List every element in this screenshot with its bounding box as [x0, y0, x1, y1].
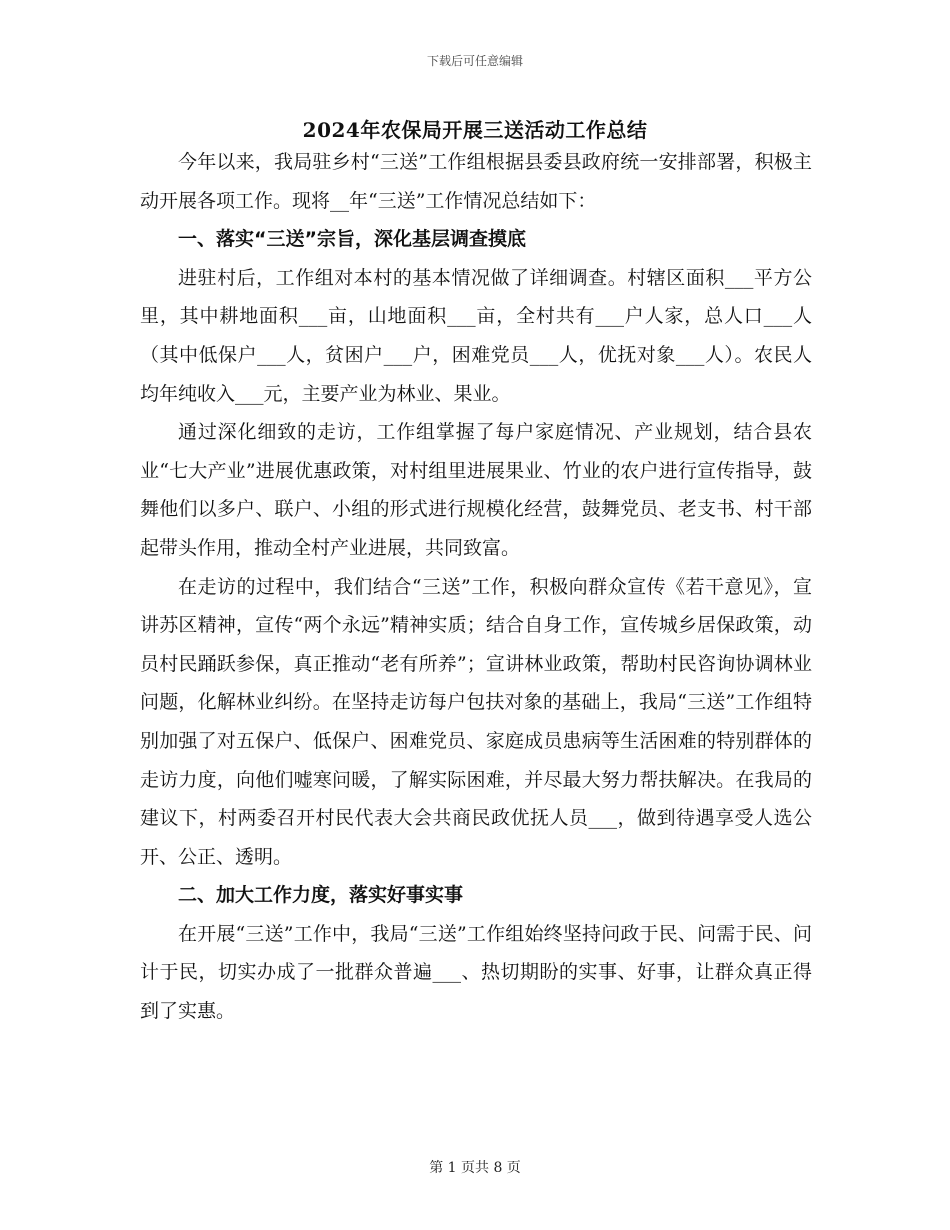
intro-paragraph: 今年以来，我局驻乡村“三送”工作组根据县委县政府统一安排部署，积极主动开展各项工作。现将__年“三送”工作情况总结如下： [140, 151, 812, 212]
section-2-heading: 二、加大工作力度，落实好事实事 [178, 884, 464, 907]
section-1-paragraph-1: 进驻村后，工作组对本村的基本情况做了详细调查。村辖区面积___平方公里，其中耕地面积___亩，山地面积___亩，全村共有___户人家，总人口___人（其中低保户___人，贫困户___户，困难党员___人，优抚对象___人）。农民人均年纯收入___元，主要产业为林业、果业。 [140, 266, 812, 405]
header-note: 下载后可任意编辑 [426, 54, 523, 68]
section-1-paragraph-3: 在走访的过程中，我们结合“三送”工作，积极向群众宣传《若干意见》，宣讲苏区精神，宣传“两个永远”精神实质；结合自身工作，宣传城乡居保政策，动员村民踊跃参保，真正推动“老有所养”；宣讲林业政策，帮助村民咨询协调林业问题，化解林业纠纷。在坚持走访每户包扶对象的基础上，我局“三送”工作组特别加强了对五保户、低保户、困难党员、家庭成员患病等生活困难的特别群体的走访力度，向他们嘘寒问暖，了解实际困难，并尽最大努力帮扶解决。在我局的建议下，村两委召开村民代表大会共商民政优抚人员___，做到待遇享受人选公开、公正、透明。 [140, 575, 812, 868]
document-body [140, 143, 812, 1031]
section-1-paragraph-2: 通过深化细致的走访，工作组掌握了每户家庭情况、产业规划，结合县农业“七大产业”进展优惠政策，对村组里进展果业、竹业的农户进行宣传指导，鼓舞他们以多户、联户、小组的形式进行规模化经营，鼓舞党员、老支书、村干部起带头作用，推动全村产业进展，共同致富。 [140, 421, 812, 559]
document-title: 2024年农保局开展三送活动工作总结 [302, 118, 648, 142]
section-2-paragraph-1: 在开展“三送”工作中，我局“三送”工作组始终坚持问政于民、问需于民、问计于民，切实办成了一批群众普遍___、热切期盼的实事、好事，让群众真正得到了实惠。 [140, 922, 812, 1023]
page-number-footer: 第 1 页共 8 页 [429, 1160, 521, 1176]
section-1-heading: 一、落实“三送”宗旨，深化基层调查摸底 [178, 228, 526, 251]
